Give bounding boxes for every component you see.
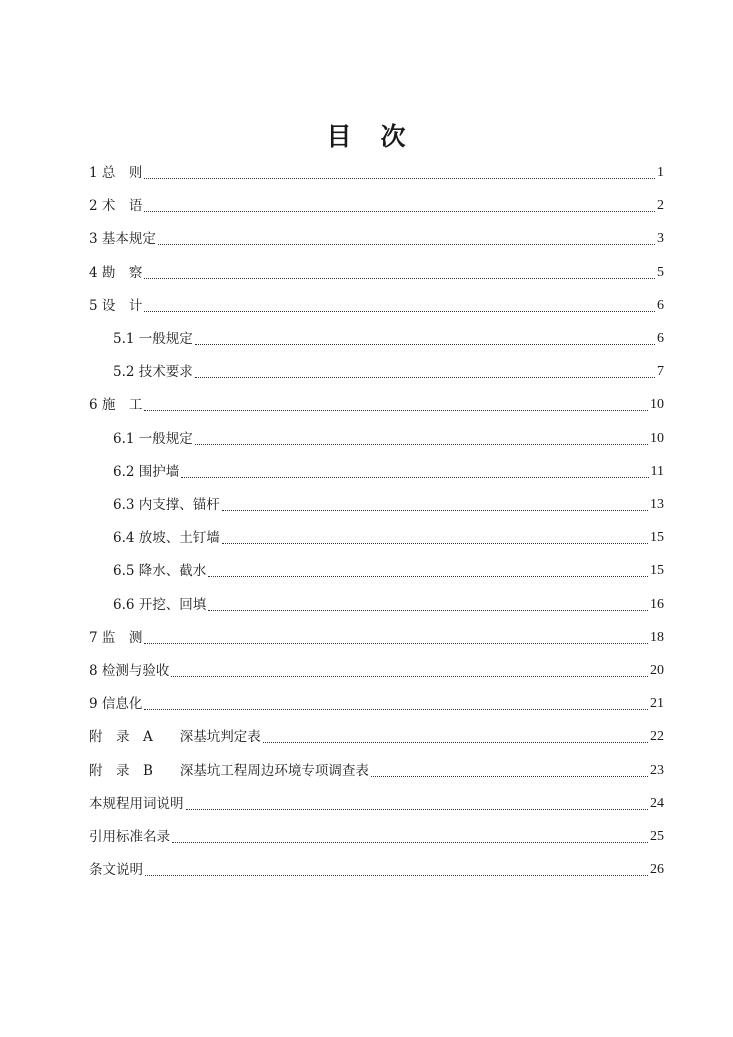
toc-entry-page: 20 bbox=[650, 663, 664, 678]
toc-entry-label: 附 录 B 深基坑工程周边环境专项调查表 bbox=[89, 762, 369, 779]
toc-entry[interactable] bbox=[89, 627, 664, 649]
toc-entry-page: 25 bbox=[650, 829, 664, 844]
toc-entry[interactable] bbox=[89, 793, 664, 815]
toc-entry[interactable] bbox=[113, 527, 664, 549]
toc-leader-dots bbox=[144, 410, 648, 411]
toc-entry-label: 6.1 一般规定 bbox=[113, 430, 193, 447]
toc-entry-page: 24 bbox=[650, 795, 664, 811]
toc-entry-page: 15 bbox=[650, 563, 664, 579]
toc-leader-dots bbox=[195, 377, 655, 378]
toc-entry-label: 3 基本规定 bbox=[89, 231, 156, 248]
toc-entry-page: 7 bbox=[657, 364, 664, 380]
toc-entry-label: 6.3 内支撑、锚杆 bbox=[113, 497, 220, 513]
toc-entry-page: 6 bbox=[657, 331, 664, 346]
toc-leader-dots bbox=[263, 742, 648, 743]
page-title-left: 目 bbox=[326, 122, 353, 151]
toc-entry-label: 5 设 计 bbox=[89, 297, 143, 314]
toc-entry[interactable] bbox=[89, 660, 664, 682]
toc-leader-dots bbox=[144, 643, 648, 644]
toc-entry[interactable] bbox=[89, 262, 664, 284]
toc-entry[interactable] bbox=[89, 162, 664, 184]
toc-entry-page: 15 bbox=[650, 530, 664, 546]
toc-entry-label: 1 总 则 bbox=[89, 165, 143, 181]
toc-entry-page: 16 bbox=[650, 596, 664, 612]
toc-entry-label: 6.4 放坡、土钉墙 bbox=[113, 530, 220, 547]
toc-entry-page: 3 bbox=[657, 231, 664, 247]
toc-entry[interactable] bbox=[89, 726, 664, 748]
toc-leader-dots bbox=[195, 444, 648, 445]
toc-entry[interactable] bbox=[113, 428, 664, 450]
toc-leader-dots bbox=[145, 875, 648, 876]
toc-leader-dots bbox=[144, 311, 655, 312]
toc-entry[interactable] bbox=[89, 228, 664, 250]
toc-leader-dots bbox=[172, 842, 648, 843]
toc-entry-page: 23 bbox=[650, 762, 664, 778]
toc-leader-dots bbox=[158, 244, 655, 245]
toc-entry-page: 6 bbox=[657, 297, 664, 313]
toc-leader-dots bbox=[208, 576, 648, 577]
toc-leader-dots bbox=[186, 809, 649, 810]
toc-entry[interactable] bbox=[113, 594, 664, 616]
toc-entry-label: 5.2 技术要求 bbox=[113, 364, 193, 381]
toc-entry-page: 11 bbox=[650, 463, 664, 479]
toc-entry[interactable] bbox=[89, 195, 664, 217]
toc-leader-dots bbox=[222, 510, 648, 511]
toc-leader-dots bbox=[144, 211, 655, 212]
toc-leader-dots bbox=[222, 543, 648, 544]
toc-entry-label: 5.1 一般规定 bbox=[113, 331, 193, 347]
toc-entry[interactable] bbox=[89, 295, 664, 317]
toc-entry-label: 7 监 测 bbox=[89, 629, 143, 646]
toc-entry[interactable] bbox=[89, 859, 664, 881]
toc-entry[interactable] bbox=[113, 461, 664, 483]
toc-leader-dots bbox=[144, 278, 655, 279]
toc-entry-page: 10 bbox=[650, 397, 664, 413]
toc-leader-dots bbox=[144, 178, 655, 179]
toc-entry[interactable] bbox=[89, 826, 664, 848]
toc-entry-page: 1 bbox=[657, 165, 664, 180]
toc-entry-label: 6.2 围护墙 bbox=[113, 463, 180, 480]
toc-entry-label: 8 检测与验收 bbox=[89, 663, 170, 679]
toc-entry-label: 2 术 语 bbox=[89, 198, 143, 215]
page-title-right: 次 bbox=[380, 122, 407, 151]
toc-entry[interactable] bbox=[113, 361, 664, 383]
toc-entry[interactable] bbox=[113, 494, 664, 516]
toc-entry[interactable] bbox=[113, 560, 664, 582]
toc-entry-label: 9 信息化 bbox=[89, 696, 143, 713]
toc-entry-page: 22 bbox=[650, 729, 664, 745]
toc-entry-label: 本规程用词说明 bbox=[89, 795, 184, 812]
toc-entry[interactable] bbox=[113, 328, 664, 350]
toc-entry-label: 6 施 工 bbox=[89, 397, 143, 414]
toc-entry-label: 6.5 降水、截水 bbox=[113, 563, 207, 580]
toc-leader-dots bbox=[208, 610, 648, 611]
toc-leader-dots bbox=[181, 477, 648, 478]
toc-entry-label: 引用标准名录 bbox=[89, 829, 170, 845]
toc-leader-dots bbox=[171, 676, 648, 677]
toc-entry[interactable] bbox=[89, 693, 664, 715]
toc-entry-label: 附 录 A 深基坑判定表 bbox=[89, 729, 261, 746]
toc-entry[interactable] bbox=[89, 394, 664, 416]
toc-entry-page: 26 bbox=[650, 862, 664, 878]
toc-entry-page: 2 bbox=[657, 198, 664, 214]
toc-entry[interactable] bbox=[89, 760, 664, 782]
toc-entry-page: 13 bbox=[650, 497, 664, 512]
toc-entry-label: 条文说明 bbox=[89, 862, 143, 879]
toc-entry-label: 4 勘 察 bbox=[89, 264, 143, 281]
toc-leader-dots bbox=[371, 776, 648, 777]
toc-leader-dots bbox=[144, 709, 648, 710]
toc-leader-dots bbox=[195, 344, 655, 345]
toc-entry-label: 6.6 开挖、回填 bbox=[113, 596, 207, 613]
toc-entry-page: 18 bbox=[650, 629, 664, 645]
toc-entry-page: 5 bbox=[657, 264, 664, 280]
toc-entry-page: 21 bbox=[650, 696, 664, 712]
toc-entry-page: 10 bbox=[650, 430, 664, 446]
